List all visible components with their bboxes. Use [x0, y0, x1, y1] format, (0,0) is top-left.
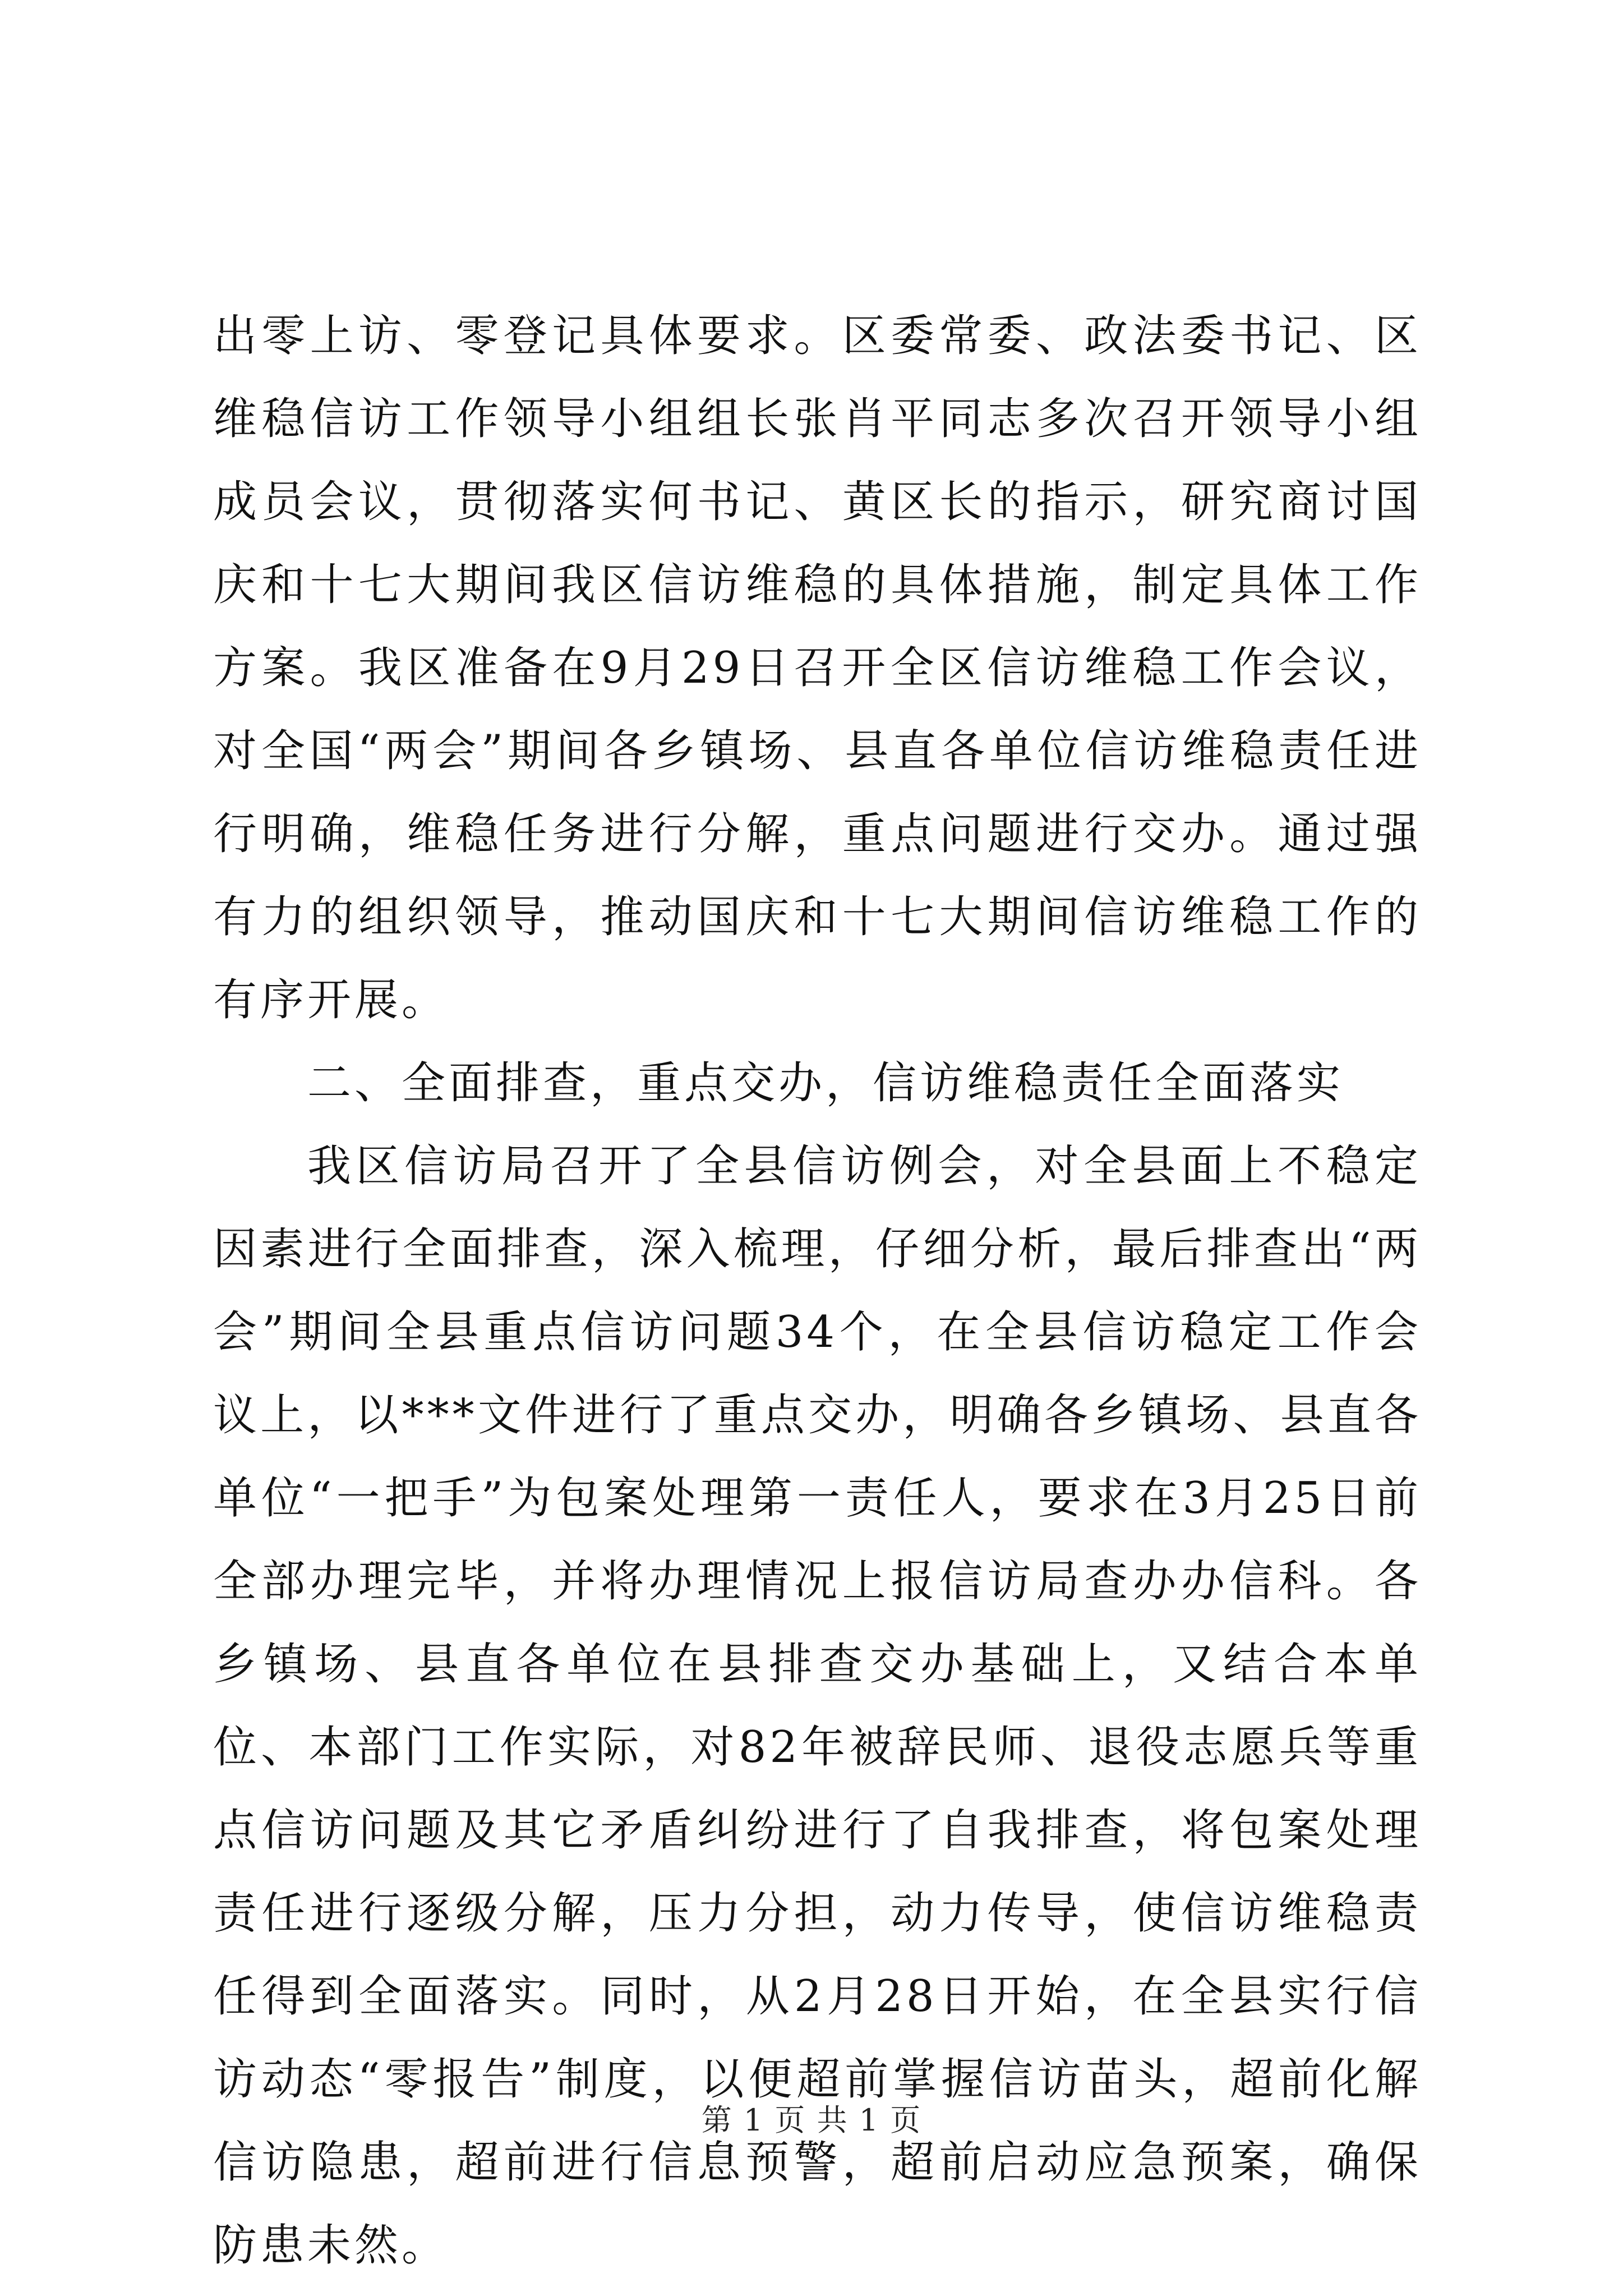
- document-body: [213, 295, 1422, 2287]
- page-footer: 第 1 页 共 1 页: [701, 2102, 922, 2138]
- paragraph-body: 我区信访局召开了全县信访例会，对全县面上不稳定因素进行全面排查，深入梳理，仔细分析，最后排查出“两会”期间全县重点信访问题34个，在全县信访稳定工作会议上，以***文件进行了重点交办，明确各乡镇场、县直各单位“一把手”为包案处理第一责任人，要求在3月25日前全部办理完毕，并将办理情况上报信访局查办办信科。各乡镇场、县直各单位在县排查交办基础上，又结合本单位、本部门工作实际，对82年被辞民师、退役志愿兵等重点信访问题及其它矛盾纠纷进行了自我排查，将包案处理责任进行逐级分解，压力分担，动力传导，使信访维稳责任得到全面落实。同时，从2月28日开始，在全县实行信访动态“零报告”制度，以便超前掌握信访苗头，超前化解信访隐患，超前进行信息预警，超前启动应急预案，确保防患未然。: [213, 1141, 1422, 2271]
- paragraph-continuation: 出零上访、零登记具体要求。区委常委、政法委书记、区维稳信访工作领导小组组长张肖平同志多次召开领导小组成员会议，贯彻落实何书记、黄区长的指示，研究商讨国庆和十七大期间我区信访维稳的具体措施，制定具体工作方案。我区准备在9月29日召开全区信访维稳工作会议，对全国“两会”期间各乡镇场、县直各单位信访维稳责任进行明确，维稳任务进行分解，重点问题进行交办。通过强有力的组织领导，推动国庆和十七大期间信访维稳工作的有序开展。: [213, 311, 1422, 1025]
- section-heading: 二、全面排查，重点交办，信访维稳责任全面落实: [307, 1058, 1344, 1108]
